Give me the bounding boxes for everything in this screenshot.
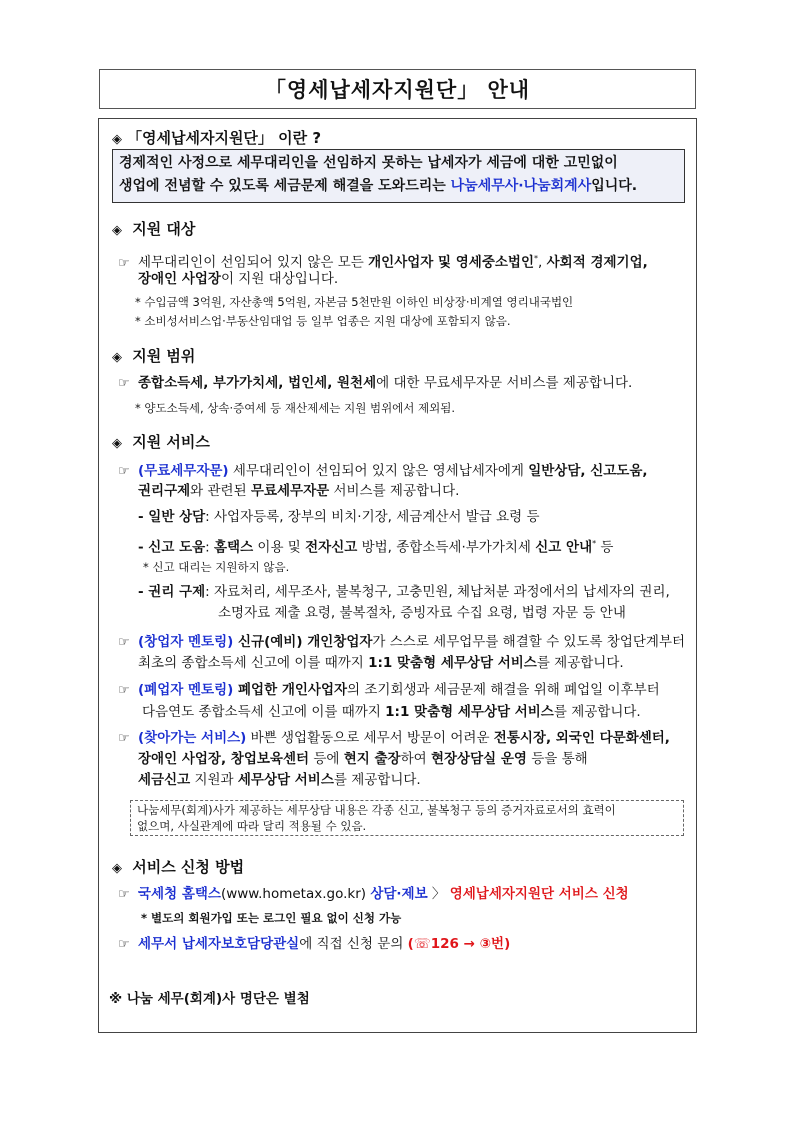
service-4-line-2: 장애인 사업장, 창업보육센터 등에 현지 출장하여 현장상담실 운영 등을 통해 — [138, 751, 588, 767]
services-heading: 지원 서비스 — [132, 433, 210, 451]
scope-line-1: ☞ 종합소득세, 부가가치세, 법인세, 원천세에 대한 무료세무자문 서비스를 제공합니다. — [118, 373, 632, 394]
pointing-hand-icon: ☞ — [118, 255, 130, 271]
target-line-2: 장애인 사업장이 지원 대상입니다. — [138, 271, 339, 287]
disclaimer-line-2: 없으며, 사실관계에 따라 달리 적용될 수 있음. — [137, 819, 367, 833]
service-3-line-2: 다음연도 종합소득세 신고에 이를 때까지 1:1 맞춤형 세무상담 서비스를 제공합니다. — [142, 704, 641, 720]
intro-line-1: 경제적인 사정으로 세무대리인을 선임하지 못하는 납세자가 세금에 대한 고민없이 — [119, 155, 618, 171]
diamond-bullet-icon: ◈ — [112, 436, 122, 451]
pointing-hand-icon: ☞ — [118, 376, 130, 391]
apply-heading: 서비스 신청 방법 — [132, 858, 245, 876]
pointing-hand-icon: ☞ — [118, 937, 130, 952]
intro-line-2: 생업에 전념할 수 있도록 세금문제 해결을 도와드리는 나눔세무사·나눔회계사입니다. — [119, 178, 638, 194]
service-3-line-1: ☞ (폐업자 멘토링) 폐업한 개인사업자의 조기회생과 세금문제 해결을 위해 폐업일 이후부터 — [118, 680, 660, 701]
services-heading-row — [112, 431, 210, 452]
target-heading-row — [112, 218, 195, 239]
pointing-hand-icon: ☞ — [118, 464, 130, 479]
apply-line-1: ☞ 국세청 홈택스(www.hometax.go.kr) 상담·제보 〉 영세납세자지원단 서비스 신청 — [118, 884, 629, 905]
service-detail-filing: - 신고 도움: 홈택스 이용 및 전자신고 방법, 종합소득세·부가가치세 신고 안내* 등 — [138, 539, 614, 556]
disclaimer-box — [130, 800, 684, 836]
target-line-1: ☞ 세무대리인이 선임되어 있지 않은 모든 개인사업자 및 영세중소법인*, 사회적 경제기업, — [118, 249, 648, 274]
service-2-line-1: ☞ (창업자 멘토링) 신규(예비) 개인창업자가 스스로 세무업무를 해결할 수 있도록 창업단계부터 — [118, 632, 685, 653]
service-4-line-1: ☞ (찾아가는 서비스) 바쁜 생업활동으로 세무서 방문이 어려운 전통시장, 외국인 다문화센터, — [118, 728, 670, 749]
intro-heading-row — [112, 127, 321, 148]
service-detail-rights-1: - 권리 구제: 자료처리, 세무조사, 불복청구, 고충민원, 체납처분 과정에서의 납세자의 권리, — [138, 584, 670, 600]
target-heading: 지원 대상 — [132, 220, 196, 238]
pointing-hand-icon: ☞ — [118, 635, 130, 650]
service-4-line-3: 세금신고 지원과 세무상담 서비스를 제공합니다. — [138, 772, 421, 788]
disclaimer-line-1: 나눔세무(회계)사가 제공하는 세무상담 내용은 각종 신고, 불복청구 등의 증거자료로서의 효력이 — [137, 803, 616, 817]
intro-box — [112, 149, 685, 203]
service-1-line-2: 권리구제와 관련된 무료세무자문 서비스를 제공합니다. — [138, 483, 460, 499]
diamond-bullet-icon: ◈ — [112, 223, 122, 238]
service-2-line-2: 최초의 종합소득세 신고에 이를 때까지 1:1 맞춤형 세무상담 서비스를 제공합니다. — [138, 655, 624, 671]
target-note-2: * 소비성서비스업·부동산임대업 등 일부 업종은 지원 대상에 포함되지 않음. — [135, 314, 511, 328]
pointing-hand-icon: ☞ — [118, 683, 130, 698]
apply-note: * 별도의 회원가입 또는 로그인 필요 없이 신청 가능 — [141, 911, 402, 925]
apply-line-2: ☞ 세무서 납세자보호담당관실에 직접 신청 문의 (☏126 → ③번) — [118, 934, 510, 955]
pointing-hand-icon: ☞ — [118, 887, 130, 902]
intro-heading: 「영세납세자지원단」 이란 ? — [127, 129, 322, 147]
pointing-hand-icon: ☞ — [118, 731, 130, 746]
service-1-line-1: ☞ (무료세무자문) 세무대리인이 선임되어 있지 않은 영세납세자에게 일반상담, 신고도움, — [118, 461, 648, 482]
service-detail-general: - 일반 상담: 사업자등록, 장부의 비치·기장, 세금계산서 발급 요령 등 — [138, 509, 540, 525]
scope-note: * 양도소득세, 상속·증여세 등 재산제세는 지원 범위에서 제외됨. — [135, 401, 456, 415]
service-detail-filing-note: * 신고 대리는 지원하지 않음. — [143, 560, 290, 574]
scope-heading-row — [112, 345, 195, 366]
scope-heading: 지원 범위 — [132, 347, 196, 365]
service-detail-rights-2: 소명자료 제출 요령, 불복절차, 증빙자료 수집 요령, 법령 자문 등 안내 — [218, 605, 626, 621]
footer-note: ※ 나눔 세무(회계)사 명단은 별첨 — [109, 991, 310, 1007]
intro-highlight: 나눔세무사·나눔회계사 — [450, 178, 592, 194]
target-note-1: * 수입금액 3억원, 자산총액 5억원, 자본금 5천만원 이하인 비상장·비계열 영리내국법인 — [135, 295, 574, 309]
diamond-bullet-icon: ◈ — [112, 861, 122, 876]
page-title-box — [99, 69, 696, 109]
diamond-bullet-icon: ◈ — [112, 132, 122, 147]
apply-heading-row — [112, 856, 244, 877]
page-title: 「영세납세자지원단」 안내 — [264, 78, 531, 102]
diamond-bullet-icon: ◈ — [112, 350, 122, 365]
